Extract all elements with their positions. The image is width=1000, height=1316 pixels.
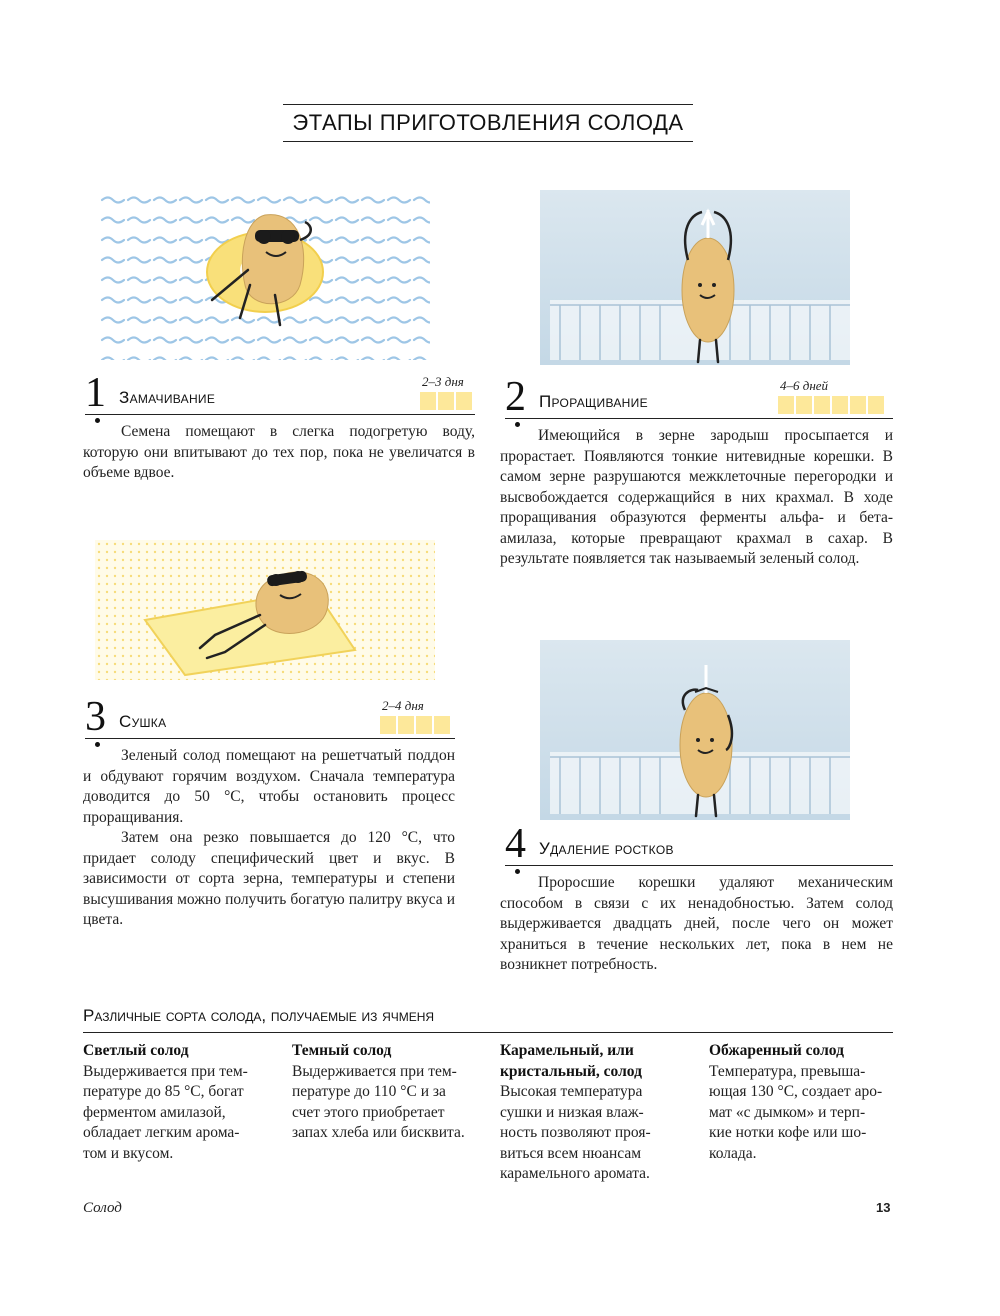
- running-footer-section: Солод: [83, 1200, 122, 1216]
- variety-name-line: Карамельный, или: [500, 1042, 634, 1059]
- page-title: ЭТАПЫ ПРИГОТОВЛЕНИЯ СОЛОДА: [292, 110, 684, 135]
- page-title-frame: [283, 104, 693, 142]
- duration-bar: [778, 396, 794, 414]
- duration-bar: [398, 716, 414, 734]
- variety-desc-line: ющая 130 °C, создает аро-: [709, 1083, 883, 1100]
- step-1-header: [85, 362, 475, 415]
- step-1-duration: 2–3 дня: [422, 374, 464, 389]
- variety-desc-line: Выдерживается при тем-: [83, 1062, 248, 1080]
- variety-desc-line: кие нотки кофе или шо-: [709, 1124, 867, 1141]
- grain-tied-sprout-icon: [540, 640, 850, 820]
- duration-bar: [832, 396, 848, 414]
- step-1-duration-bars: [420, 392, 472, 410]
- step-3-title: Сушка: [119, 712, 167, 731]
- step-4-title: Удаление ростков: [539, 839, 674, 858]
- varieties-section-title: Различные сорта солода, получаемые из ячменя: [83, 1006, 893, 1033]
- step-2-duration-bars: [778, 396, 884, 414]
- variety-desc-line: том и вкусом.: [83, 1144, 174, 1162]
- variety-desc-line: виться всем нюансам: [500, 1144, 642, 1162]
- duration-bar: [438, 392, 454, 410]
- variety-name: Светлый солод: [83, 1042, 189, 1059]
- variety-desc-line: Выдерживается при тем-: [292, 1062, 457, 1080]
- step-3-text: Зеленый солод помещают на решетчатый поддон и обдувают горячим воздухом. Сначала температура доводится до 50 °C, чтобы остановить процесс проращивания. Затем она резко повышается до 120 °C, что придает солоду специфический цвет и вкус. В зависимости от сорта зерна, температуры и степени высушивания можно получить богатую палитру вкуса и цвета.: [83, 747, 455, 928]
- variety-desc-line: ферментом амилазой,: [83, 1103, 226, 1121]
- variety-desc-line: сушки и низкая влаж-: [500, 1103, 644, 1121]
- step-2-number: 2: [505, 376, 526, 418]
- step-4-header: [505, 813, 893, 866]
- step-1-number: 1: [85, 372, 106, 414]
- step-1-text: Семена помещают в слегка подогретую воду, которую они впитывают до тех пор, пока не увеличатся в объеме вдвое.: [83, 423, 475, 481]
- variety-desc-line: Высокая температура: [500, 1083, 643, 1100]
- variety-desc-line: карамельного аромата.: [500, 1165, 650, 1182]
- variety-name: Темный солод: [292, 1042, 392, 1059]
- duration-bar: [850, 396, 866, 414]
- variety-desc-line: счет этого приобретает: [292, 1103, 445, 1121]
- duration-bar: [456, 392, 472, 410]
- duration-bar: [868, 396, 884, 414]
- variety-desc-line: пературе до 110 °C и за: [292, 1083, 446, 1100]
- step-3-duration: 2–4 дня: [382, 698, 424, 713]
- grain-sprouting-icon: [540, 190, 850, 365]
- step-2-text: Имеющийся в зерне зародыш просыпается и прорастает. Появляются тонкие нитевидные корешки. В самом зерне разрушаются межклеточные перегородки и высвобождается содержащийся в них крахмал. В ходе проращивания образуются ферменты альфа- и бета-амилаза, которые превращают крахмал в сахар. В результате появляется так называемый зеленый солод.: [500, 427, 893, 567]
- duration-bar: [420, 392, 436, 410]
- step-2-duration: 4–6 дней: [780, 378, 829, 393]
- duration-bar: [416, 716, 432, 734]
- variety-name-line: кристальный, солод: [500, 1062, 642, 1080]
- step-3-number: 3: [85, 696, 106, 738]
- variety-desc-line: Температура, превыша-: [709, 1062, 866, 1080]
- step-3-duration-bars: [380, 716, 450, 734]
- step-4-number: 4: [505, 823, 526, 865]
- page-number: 13: [876, 1200, 891, 1215]
- variety-desc-line: пературе до 85 °C, богат: [83, 1083, 244, 1100]
- duration-bar: [796, 396, 812, 414]
- variety-light: [83, 1041, 273, 1164]
- duration-bar: [380, 716, 396, 734]
- variety-desc-line: обладает легким арома-: [83, 1124, 240, 1141]
- duration-bar: [434, 716, 450, 734]
- variety-desc-line: колада.: [709, 1144, 757, 1162]
- grain-in-swim-ring-icon: [100, 190, 430, 360]
- step-2-title: Проращивание: [539, 392, 648, 411]
- grain-sunbathing-icon: [95, 540, 435, 680]
- variety-desc-line: мат «с дымком» и терп-: [709, 1103, 866, 1121]
- variety-caramel: [500, 1041, 690, 1185]
- step-4-text: Проросшие корешки удаляют механическим способом в связи с их ненадобностью. Затем солод выдерживается двадцать дней, после чего он может храниться в течение нескольких лет, пока в нем не возникнет потребность.: [500, 874, 893, 973]
- variety-roasted: [709, 1041, 899, 1164]
- variety-desc-line: ность позволяют проя-: [500, 1124, 651, 1141]
- variety-desc-line: запах хлеба или бисквита.: [292, 1124, 465, 1141]
- step-1-title: Замачивание: [119, 388, 216, 407]
- duration-bar: [814, 396, 830, 414]
- variety-name: Обжаренный солод: [709, 1042, 844, 1059]
- variety-dark: [292, 1041, 482, 1144]
